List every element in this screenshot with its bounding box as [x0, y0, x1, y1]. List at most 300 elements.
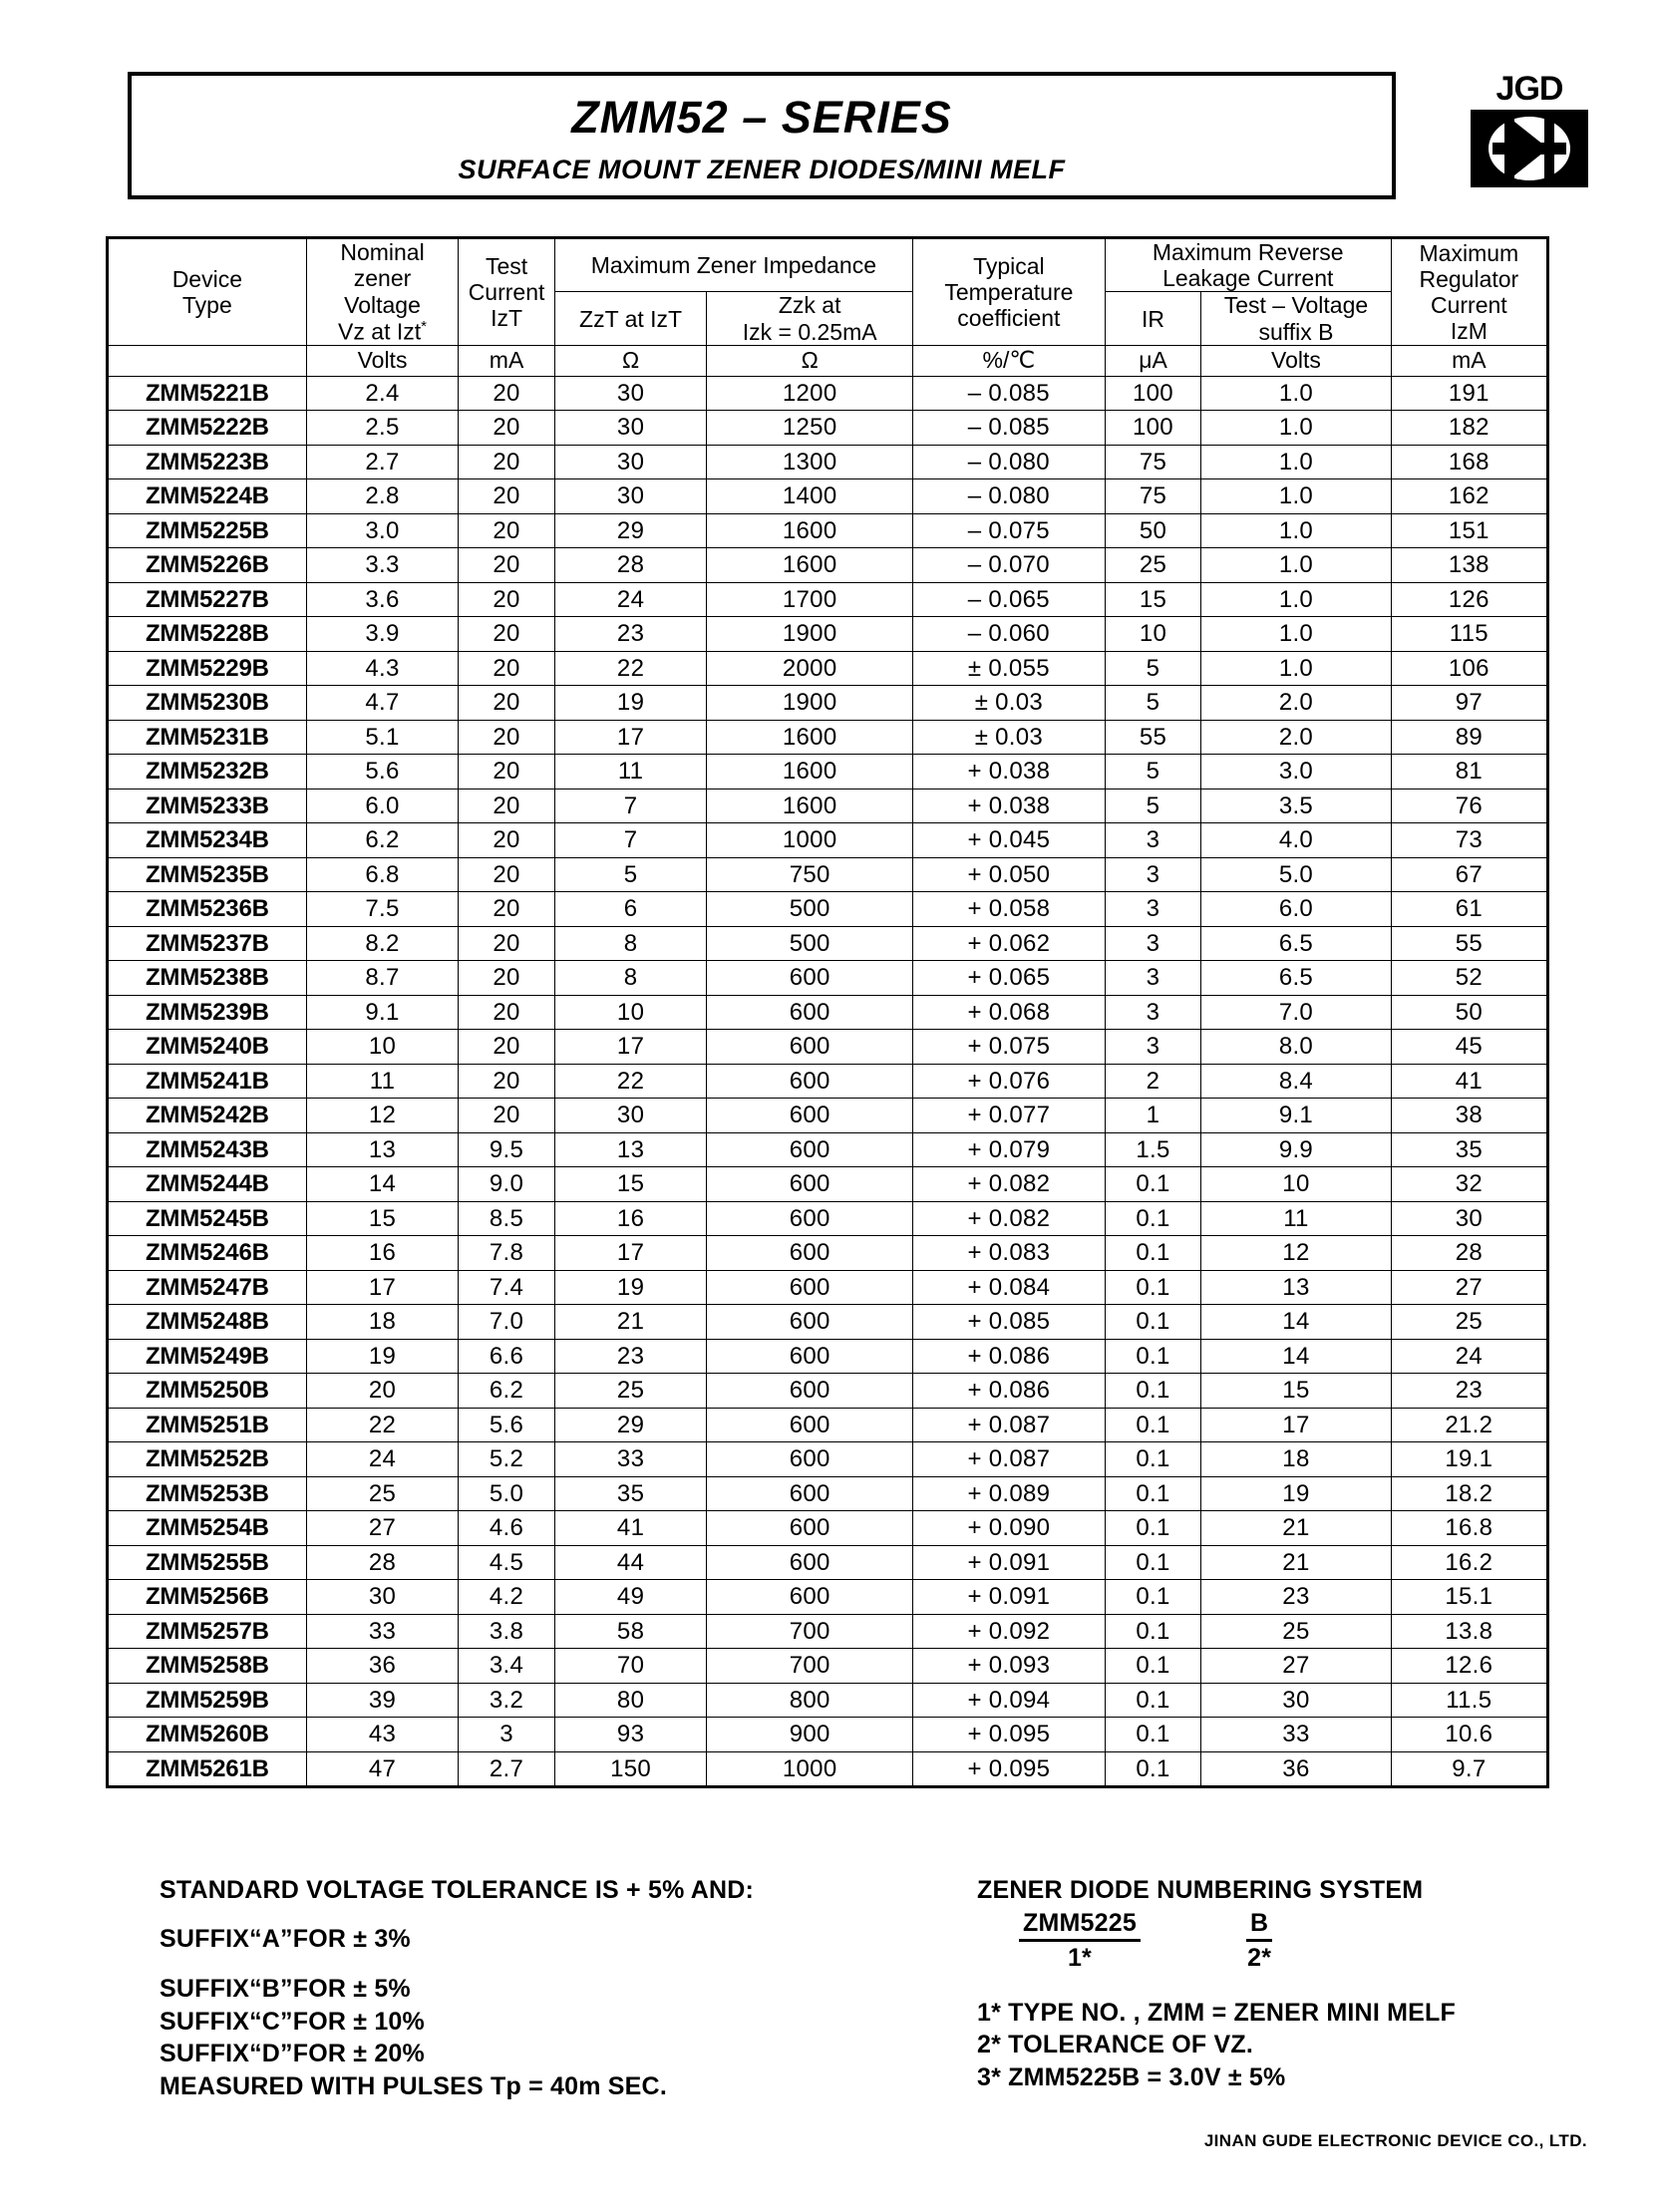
regulator-current-cell: 30	[1391, 1201, 1547, 1236]
logo-text: JGD	[1495, 70, 1563, 108]
table-row	[108, 1476, 1548, 1511]
test-current-cell: 4.2	[459, 1580, 554, 1615]
regulator-current-cell: 106	[1391, 651, 1547, 686]
test-current-cell: 20	[459, 651, 554, 686]
header-zzk	[707, 292, 913, 345]
device-type-cell: ZMM5251B	[108, 1408, 307, 1442]
regulator-current-cell: 76	[1391, 789, 1547, 823]
zzt-cell: 70	[554, 1649, 707, 1684]
table-row	[108, 1132, 1548, 1167]
zzk-cell: 1600	[707, 720, 913, 755]
part-number-type: ZMM5225	[1019, 1909, 1141, 1942]
test-voltage-cell: 1.0	[1201, 617, 1392, 652]
test-voltage-cell: 1.0	[1201, 445, 1392, 479]
unit-izt: mA	[459, 345, 554, 376]
test-current-cell: 20	[459, 479, 554, 514]
reverse-leakage-current-cell: 0.1	[1105, 1201, 1200, 1236]
device-type-cell: ZMM5256B	[108, 1580, 307, 1615]
note-example: 3* ZMM5225B = 3.0V ± 5%	[977, 2062, 1286, 2091]
regulator-current-cell: 18.2	[1391, 1476, 1547, 1511]
test-current-cell: 7.0	[459, 1305, 554, 1340]
temperature-coefficient-cell: + 0.092	[912, 1614, 1105, 1649]
nominal-voltage-cell: 27	[306, 1511, 459, 1546]
temperature-coefficient-cell: + 0.089	[912, 1476, 1105, 1511]
unit-tempco: %/℃	[912, 345, 1105, 376]
test-voltage-cell: 11	[1201, 1201, 1392, 1236]
reverse-leakage-current-cell: 100	[1105, 411, 1200, 446]
temperature-coefficient-cell: + 0.084	[912, 1270, 1105, 1305]
zzt-cell: 17	[554, 720, 707, 755]
note-suffix-d: SUFFIX“D”FOR ± 20%	[160, 2040, 425, 2067]
regulator-current-cell: 138	[1391, 548, 1547, 583]
zzt-cell: 30	[554, 376, 707, 411]
nominal-voltage-cell: 43	[306, 1718, 459, 1752]
regulator-current-cell: 21.2	[1391, 1408, 1547, 1442]
test-voltage-cell: 14	[1201, 1339, 1392, 1374]
zzt-cell: 29	[554, 1408, 707, 1442]
nominal-voltage-cell: 24	[306, 1442, 459, 1477]
test-current-cell: 4.5	[459, 1545, 554, 1580]
test-voltage-cell: 18	[1201, 1442, 1392, 1477]
reverse-leakage-current-cell: 0.1	[1105, 1545, 1200, 1580]
reverse-leakage-current-cell: 3	[1105, 995, 1200, 1030]
specification-table-body	[108, 376, 1548, 1787]
device-type-cell: ZMM5231B	[108, 720, 307, 755]
device-type-cell: ZMM5255B	[108, 1545, 307, 1580]
temperature-coefficient-cell: + 0.077	[912, 1099, 1105, 1133]
device-type-cell: ZMM5243B	[108, 1132, 307, 1167]
table-row	[108, 1442, 1548, 1477]
zzt-cell: 22	[554, 1064, 707, 1099]
regulator-current-cell: 12.6	[1391, 1649, 1547, 1684]
nominal-voltage-cell: 16	[306, 1236, 459, 1271]
test-voltage-cell: 1.0	[1201, 548, 1392, 583]
test-voltage-cell: 25	[1201, 1614, 1392, 1649]
test-current-cell: 20	[459, 892, 554, 927]
table-row	[108, 582, 1548, 617]
table-units-row	[108, 345, 1548, 376]
table-row	[108, 1236, 1548, 1271]
zzt-cell: 30	[554, 411, 707, 446]
test-current-cell: 20	[459, 755, 554, 790]
nominal-voltage-cell: 25	[306, 1476, 459, 1511]
test-current-cell: 20	[459, 411, 554, 446]
zzt-cell: 29	[554, 513, 707, 548]
reverse-leakage-current-cell: 0.1	[1105, 1339, 1200, 1374]
test-current-cell: 3.4	[459, 1649, 554, 1684]
zzt-cell: 13	[554, 1132, 707, 1167]
unit-zzk: Ω	[707, 345, 913, 376]
reverse-leakage-current-cell: 0.1	[1105, 1408, 1200, 1442]
header-nominal-l2: zener	[353, 265, 412, 292]
header-tempco-l3: coefficient	[957, 305, 1061, 332]
nominal-voltage-cell: 3.6	[306, 582, 459, 617]
zzk-cell: 600	[707, 1270, 913, 1305]
device-type-cell: ZMM5242B	[108, 1099, 307, 1133]
test-voltage-cell: 12	[1201, 1236, 1392, 1271]
table-row	[108, 1270, 1548, 1305]
header-nominal-asterisk: *	[421, 317, 427, 335]
nominal-voltage-cell: 13	[306, 1132, 459, 1167]
reverse-leakage-current-cell: 100	[1105, 376, 1200, 411]
test-current-cell: 20	[459, 513, 554, 548]
unit-izm: mA	[1391, 345, 1547, 376]
zzk-cell: 600	[707, 1132, 913, 1167]
temperature-coefficient-cell: – 0.075	[912, 513, 1105, 548]
note-type-no: 1* TYPE NO. , ZMM = ZENER MINI MELF	[977, 1998, 1456, 2027]
test-voltage-cell: 19	[1201, 1476, 1392, 1511]
test-current-cell: 20	[459, 720, 554, 755]
temperature-coefficient-cell: + 0.062	[912, 926, 1105, 961]
device-type-cell: ZMM5244B	[108, 1167, 307, 1202]
zzk-cell: 1600	[707, 789, 913, 823]
zzt-cell: 49	[554, 1580, 707, 1615]
header-zzk-l2: Izk = 0.25mA	[742, 318, 877, 345]
device-type-cell: ZMM5227B	[108, 582, 307, 617]
reverse-leakage-current-cell: 75	[1105, 445, 1200, 479]
test-current-cell: 20	[459, 376, 554, 411]
test-current-cell: 7.8	[459, 1236, 554, 1271]
reverse-leakage-current-cell: 5	[1105, 755, 1200, 790]
temperature-coefficient-cell: + 0.079	[912, 1132, 1105, 1167]
regulator-current-cell: 32	[1391, 1167, 1547, 1202]
test-current-cell: 20	[459, 617, 554, 652]
zzk-cell: 600	[707, 1064, 913, 1099]
header-test-current	[459, 238, 554, 346]
test-current-cell: 20	[459, 548, 554, 583]
table-row	[108, 548, 1548, 583]
test-current-cell: 20	[459, 926, 554, 961]
table-row	[108, 1614, 1548, 1649]
test-current-cell: 6.6	[459, 1339, 554, 1374]
unit-ir: μA	[1105, 345, 1200, 376]
device-type-cell: ZMM5258B	[108, 1649, 307, 1684]
table-row	[108, 1374, 1548, 1409]
table-row	[108, 445, 1548, 479]
reverse-leakage-current-cell: 0.1	[1105, 1305, 1200, 1340]
reverse-leakage-current-cell: 0.1	[1105, 1374, 1200, 1409]
temperature-coefficient-cell: + 0.082	[912, 1167, 1105, 1202]
temperature-coefficient-cell: + 0.083	[912, 1236, 1105, 1271]
test-current-cell: 20	[459, 995, 554, 1030]
regulator-current-cell: 61	[1391, 892, 1547, 927]
nominal-voltage-cell: 36	[306, 1649, 459, 1684]
zzk-cell: 500	[707, 926, 913, 961]
regulator-current-cell: 151	[1391, 513, 1547, 548]
device-type-cell: ZMM5222B	[108, 411, 307, 446]
regulator-current-cell: 126	[1391, 582, 1547, 617]
nominal-voltage-cell: 3.9	[306, 617, 459, 652]
header-regulator-l2: Regulator	[1419, 265, 1519, 292]
part-number-tolerance: B	[1246, 1909, 1272, 1942]
nominal-voltage-cell: 18	[306, 1305, 459, 1340]
test-voltage-cell: 3.5	[1201, 789, 1392, 823]
temperature-coefficient-cell: + 0.095	[912, 1718, 1105, 1752]
zzt-cell: 17	[554, 1236, 707, 1271]
zzt-cell: 150	[554, 1751, 707, 1787]
temperature-coefficient-cell: – 0.065	[912, 582, 1105, 617]
table-row	[108, 789, 1548, 823]
header-max-regulator-current	[1391, 238, 1547, 346]
zzk-cell: 1700	[707, 582, 913, 617]
zzk-cell: 600	[707, 1167, 913, 1202]
table-row	[108, 720, 1548, 755]
regulator-current-cell: 115	[1391, 617, 1547, 652]
test-voltage-cell: 7.0	[1201, 995, 1392, 1030]
zzk-cell: 600	[707, 1374, 913, 1409]
temperature-coefficient-cell: + 0.095	[912, 1751, 1105, 1787]
test-voltage-cell: 23	[1201, 1580, 1392, 1615]
unit-device-type	[108, 345, 307, 376]
test-current-cell: 20	[459, 686, 554, 721]
zzt-cell: 41	[554, 1511, 707, 1546]
zzt-cell: 25	[554, 1374, 707, 1409]
zzt-cell: 15	[554, 1167, 707, 1202]
title-box	[128, 72, 1396, 199]
zzt-cell: 11	[554, 755, 707, 790]
nominal-voltage-cell: 9.1	[306, 995, 459, 1030]
test-current-cell: 20	[459, 1030, 554, 1065]
test-voltage-cell: 21	[1201, 1545, 1392, 1580]
temperature-coefficient-cell: ± 0.03	[912, 686, 1105, 721]
temperature-coefficient-cell: – 0.060	[912, 617, 1105, 652]
reverse-leakage-current-cell: 10	[1105, 617, 1200, 652]
device-type-cell: ZMM5257B	[108, 1614, 307, 1649]
header-test-l3: IzT	[491, 305, 523, 332]
zzk-cell: 600	[707, 1442, 913, 1477]
test-voltage-cell: 3.0	[1201, 755, 1392, 790]
nominal-voltage-cell: 30	[306, 1580, 459, 1615]
part-number-type-fraction	[1019, 1909, 1141, 1973]
note-tolerance-of-vz: 2* TOLERANCE OF VZ.	[977, 2031, 1253, 2058]
reverse-leakage-current-cell: 0.1	[1105, 1614, 1200, 1649]
device-type-cell: ZMM5246B	[108, 1236, 307, 1271]
nominal-voltage-cell: 8.7	[306, 961, 459, 996]
test-voltage-cell: 27	[1201, 1649, 1392, 1684]
reverse-leakage-current-cell: 0.1	[1105, 1580, 1200, 1615]
test-current-cell: 3.2	[459, 1683, 554, 1718]
zzt-cell: 80	[554, 1683, 707, 1718]
device-type-cell: ZMM5261B	[108, 1751, 307, 1787]
test-voltage-cell: 10	[1201, 1167, 1392, 1202]
regulator-current-cell: 19.1	[1391, 1442, 1547, 1477]
zzt-cell: 10	[554, 995, 707, 1030]
zzt-cell: 8	[554, 961, 707, 996]
nominal-voltage-cell: 6.0	[306, 789, 459, 823]
device-type-cell: ZMM5253B	[108, 1476, 307, 1511]
device-type-cell: ZMM5240B	[108, 1030, 307, 1065]
regulator-current-cell: 55	[1391, 926, 1547, 961]
zzt-cell: 22	[554, 651, 707, 686]
zzt-cell: 7	[554, 789, 707, 823]
table-row	[108, 961, 1548, 996]
zzk-cell: 2000	[707, 651, 913, 686]
temperature-coefficient-cell: + 0.058	[912, 892, 1105, 927]
nominal-voltage-cell: 47	[306, 1751, 459, 1787]
regulator-current-cell: 16.2	[1391, 1545, 1547, 1580]
temperature-coefficient-cell: + 0.086	[912, 1339, 1105, 1374]
reverse-leakage-current-cell: 3	[1105, 823, 1200, 858]
test-voltage-cell: 15	[1201, 1374, 1392, 1409]
device-type-cell: ZMM5254B	[108, 1511, 307, 1546]
zzk-cell: 1600	[707, 513, 913, 548]
part-number-tolerance-marker: 2*	[1247, 1943, 1272, 1972]
zzt-cell: 35	[554, 1476, 707, 1511]
test-voltage-cell: 8.4	[1201, 1064, 1392, 1099]
device-type-cell: ZMM5235B	[108, 857, 307, 892]
reverse-leakage-current-cell: 0.1	[1105, 1236, 1200, 1271]
test-current-cell: 5.6	[459, 1408, 554, 1442]
temperature-coefficient-cell: + 0.087	[912, 1442, 1105, 1477]
nominal-voltage-cell: 10	[306, 1030, 459, 1065]
zzk-cell: 600	[707, 1201, 913, 1236]
temperature-coefficient-cell: + 0.068	[912, 995, 1105, 1030]
test-current-cell: 3	[459, 1718, 554, 1752]
nominal-voltage-cell: 12	[306, 1099, 459, 1133]
device-type-cell: ZMM5226B	[108, 548, 307, 583]
table-row	[108, 1751, 1548, 1787]
regulator-current-cell: 23	[1391, 1374, 1547, 1409]
header-tempco-l1: Typical	[973, 252, 1045, 279]
unit-zzt: Ω	[554, 345, 707, 376]
test-current-cell: 20	[459, 789, 554, 823]
reverse-leakage-current-cell: 0.1	[1105, 1649, 1200, 1684]
device-type-cell: ZMM5224B	[108, 479, 307, 514]
device-type-cell: ZMM5241B	[108, 1064, 307, 1099]
device-type-cell: ZMM5236B	[108, 892, 307, 927]
zzk-cell: 1300	[707, 445, 913, 479]
test-current-cell: 20	[459, 582, 554, 617]
table-row	[108, 513, 1548, 548]
device-type-cell: ZMM5230B	[108, 686, 307, 721]
test-current-cell: 5.0	[459, 1476, 554, 1511]
table-row	[108, 892, 1548, 927]
zzk-cell: 600	[707, 1476, 913, 1511]
header-testvolt-l1: Test – Voltage	[1223, 292, 1369, 319]
table-row	[108, 1167, 1548, 1202]
zzt-cell: 30	[554, 445, 707, 479]
zzk-cell: 1400	[707, 479, 913, 514]
temperature-coefficient-cell: + 0.091	[912, 1545, 1105, 1580]
table-row	[108, 1339, 1548, 1374]
table-row	[108, 1201, 1548, 1236]
numbering-system-title: ZENER DIODE NUMBERING SYSTEM	[977, 1876, 1424, 1904]
nominal-voltage-cell: 33	[306, 1614, 459, 1649]
reverse-leakage-current-cell: 0.1	[1105, 1442, 1200, 1477]
table-row	[108, 1064, 1548, 1099]
reverse-leakage-current-cell: 0.1	[1105, 1718, 1200, 1752]
device-type-cell: ZMM5225B	[108, 513, 307, 548]
temperature-coefficient-cell: + 0.086	[912, 1374, 1105, 1409]
device-type-cell: ZMM5237B	[108, 926, 307, 961]
zzk-cell: 600	[707, 1099, 913, 1133]
reverse-leakage-current-cell: 1.5	[1105, 1132, 1200, 1167]
header-device-type-l2: Type	[181, 291, 232, 318]
temperature-coefficient-cell: – 0.080	[912, 445, 1105, 479]
table-row	[108, 1649, 1548, 1684]
reverse-leakage-current-cell: 75	[1105, 479, 1200, 514]
device-type-cell: ZMM5247B	[108, 1270, 307, 1305]
diode-symbol-icon	[1471, 110, 1588, 187]
regulator-current-cell: 24	[1391, 1339, 1547, 1374]
test-voltage-cell: 14	[1201, 1305, 1392, 1340]
regulator-current-cell: 25	[1391, 1305, 1547, 1340]
table-row	[108, 755, 1548, 790]
note-standard-tolerance: STANDARD VOLTAGE TOLERANCE IS + 5% AND:	[160, 1876, 755, 1904]
note-suffix-c: SUFFIX“C”FOR ± 10%	[160, 2007, 425, 2036]
spacer	[160, 1955, 877, 1973]
regulator-current-cell: 38	[1391, 1099, 1547, 1133]
table-row	[108, 1099, 1548, 1133]
temperature-coefficient-cell: + 0.065	[912, 961, 1105, 996]
device-type-cell: ZMM5229B	[108, 651, 307, 686]
temperature-coefficient-cell: + 0.094	[912, 1683, 1105, 1718]
part-number-type-marker: 1*	[1067, 1943, 1092, 1972]
header-typical-temperature-coefficient	[912, 238, 1105, 346]
zzt-cell: 19	[554, 1270, 707, 1305]
specification-table	[106, 236, 1549, 1788]
regulator-current-cell: 28	[1391, 1236, 1547, 1271]
zzt-cell: 7	[554, 823, 707, 858]
zzk-cell: 1900	[707, 617, 913, 652]
regulator-current-cell: 50	[1391, 995, 1547, 1030]
zzk-cell: 1600	[707, 755, 913, 790]
nominal-voltage-cell: 5.6	[306, 755, 459, 790]
reverse-leakage-current-cell: 5	[1105, 651, 1200, 686]
zzt-cell: 30	[554, 479, 707, 514]
test-current-cell: 20	[459, 445, 554, 479]
zzk-cell: 800	[707, 1683, 913, 1718]
device-type-cell: ZMM5239B	[108, 995, 307, 1030]
reverse-leakage-current-cell: 0.1	[1105, 1683, 1200, 1718]
header-nominal-l1: Nominal	[340, 239, 425, 266]
test-voltage-cell: 4.0	[1201, 823, 1392, 858]
temperature-coefficient-cell: + 0.038	[912, 755, 1105, 790]
reverse-leakage-current-cell: 25	[1105, 548, 1200, 583]
table-row	[108, 1305, 1548, 1340]
spacer	[160, 1907, 877, 1923]
zzk-cell: 600	[707, 1511, 913, 1546]
specification-table-wrapper	[106, 236, 1549, 1788]
nominal-voltage-cell: 15	[306, 1201, 459, 1236]
test-voltage-cell: 6.5	[1201, 926, 1392, 961]
nominal-voltage-cell: 28	[306, 1545, 459, 1580]
temperature-coefficient-cell: – 0.080	[912, 479, 1105, 514]
test-voltage-cell: 2.0	[1201, 686, 1392, 721]
zzt-cell: 58	[554, 1614, 707, 1649]
nominal-voltage-cell: 3.0	[306, 513, 459, 548]
test-current-cell: 2.7	[459, 1751, 554, 1787]
device-type-cell: ZMM5234B	[108, 823, 307, 858]
tolerance-notes	[160, 1874, 877, 2102]
test-current-cell: 20	[459, 1099, 554, 1133]
temperature-coefficient-cell: + 0.045	[912, 823, 1105, 858]
regulator-current-cell: 11.5	[1391, 1683, 1547, 1718]
device-type-cell: ZMM5250B	[108, 1374, 307, 1409]
test-current-cell: 6.2	[459, 1374, 554, 1409]
page-subtitle: SURFACE MOUNT ZENER DIODES/MINI MELF	[458, 155, 1066, 185]
header-device-type	[108, 238, 307, 346]
zzt-cell: 93	[554, 1718, 707, 1752]
nominal-voltage-cell: 2.8	[306, 479, 459, 514]
test-current-cell: 20	[459, 857, 554, 892]
note-suffix-a: SUFFIX“A”FOR ± 3%	[160, 1924, 411, 1953]
regulator-current-cell: 81	[1391, 755, 1547, 790]
temperature-coefficient-cell: + 0.091	[912, 1580, 1105, 1615]
test-current-cell: 3.8	[459, 1614, 554, 1649]
zzk-cell: 1000	[707, 1751, 913, 1787]
regulator-current-cell: 191	[1391, 376, 1547, 411]
